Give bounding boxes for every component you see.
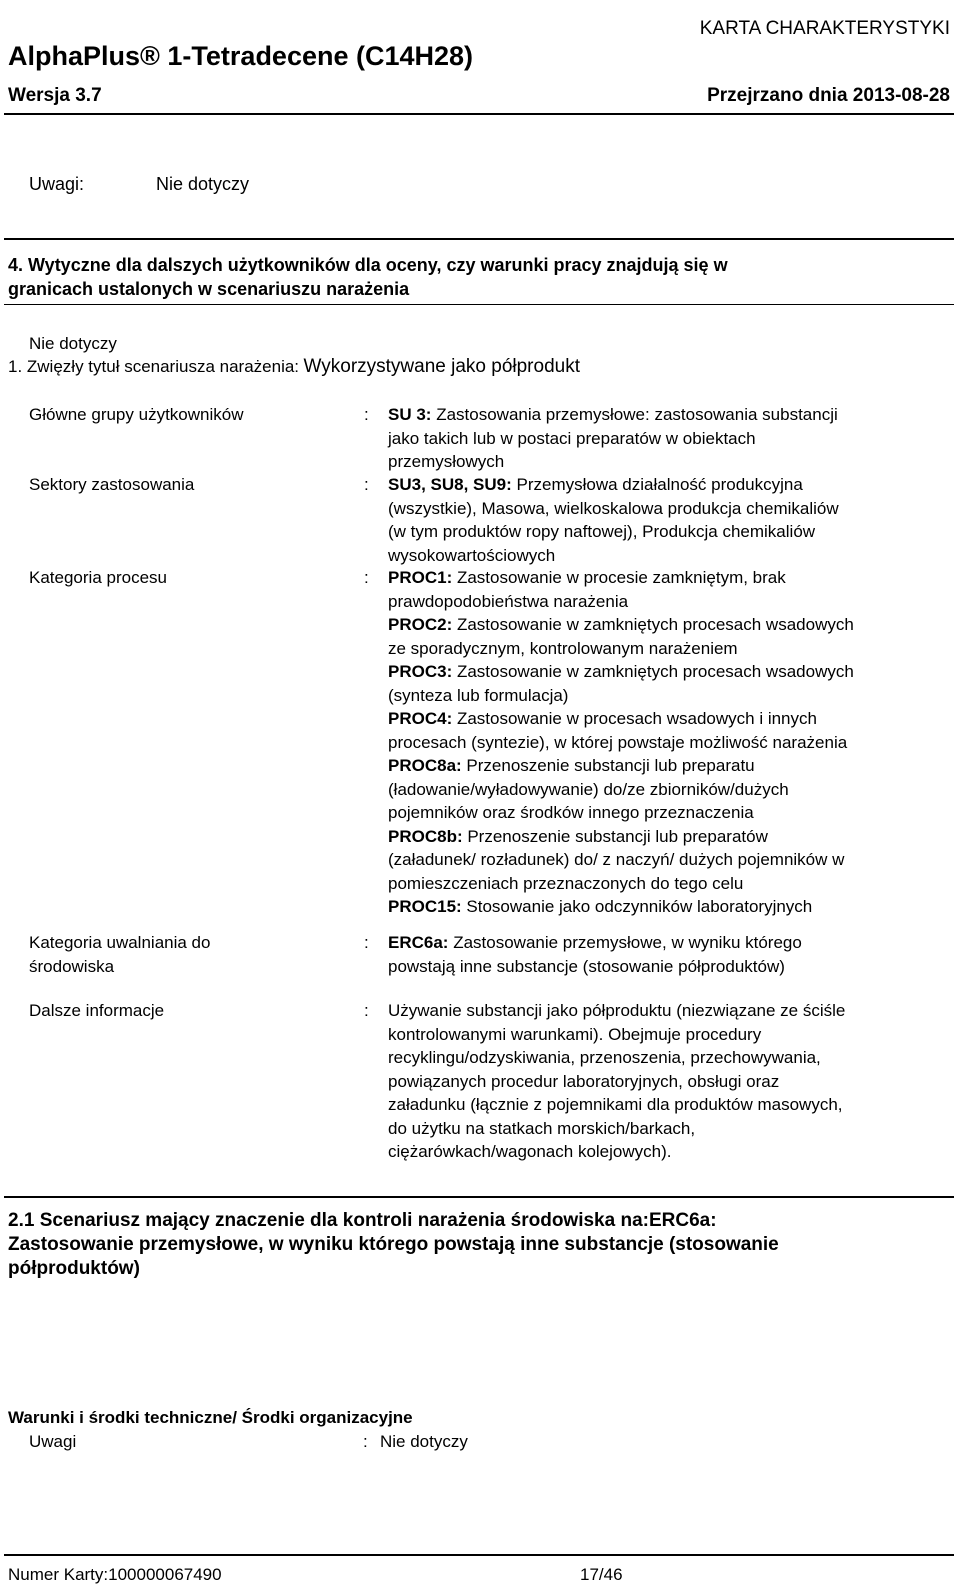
row-value-text: Zastosowanie w procesach wsadowych i innych xyxy=(452,709,817,728)
row-value xyxy=(388,473,948,567)
row-label: Kategoria uwalniania do środowiska xyxy=(29,933,211,976)
section4-divider xyxy=(4,238,954,240)
row-value-text: Przenoszenie substancji lub preparatów xyxy=(462,826,768,846)
row-value-line xyxy=(388,566,948,590)
scenario-title-prefix: 1. Zwięzły tytuł scenariusza narażenia: xyxy=(8,357,300,376)
row-value-code: PROC1: xyxy=(388,568,453,587)
section21-divider xyxy=(4,1196,954,1198)
version: Wersja 3.7 xyxy=(8,85,102,106)
row-value-line xyxy=(388,999,948,1023)
section4-value: Nie dotyczy xyxy=(29,334,117,353)
row-value-line xyxy=(388,684,948,708)
row-value-text: Zastosowanie w zamkniętych procesach wsadowych xyxy=(452,662,854,681)
row-value-code: PROC8a: xyxy=(388,756,462,775)
row-value-text: pomieszczeniach przeznaczonych do tego celu xyxy=(388,873,744,893)
row-value-code: ERC6a: xyxy=(388,933,449,952)
section4-underline xyxy=(4,304,954,305)
row-value-line xyxy=(388,403,948,427)
row-value-line xyxy=(388,778,948,802)
row-value-text: Zastosowanie przemysłowe, w wyniku którego xyxy=(448,933,802,952)
row-colon: : xyxy=(364,568,369,587)
row-value-text: pojemników oraz środków innego przeznaczenia xyxy=(388,803,754,822)
row-value-text: przemysłowych xyxy=(388,452,505,471)
row-value xyxy=(388,403,948,474)
row-value-line xyxy=(388,1023,948,1047)
row-value-line xyxy=(388,754,948,778)
row-value-code: SU 3: xyxy=(388,405,432,424)
row-value-text: procesach (syntezie), w której powstaje możliwość narażenia xyxy=(388,732,848,752)
row-value-line xyxy=(388,427,948,451)
row-value-text: załadunku (łącznie z pojemnikami dla produktów masowych, xyxy=(388,1095,843,1114)
row-value-line xyxy=(388,848,948,872)
row-value xyxy=(388,566,948,919)
row-value-text: do użytku na statkach morskich/barkach, xyxy=(388,1118,696,1138)
row-value-line xyxy=(388,801,948,825)
conditions-colon: : xyxy=(363,1432,368,1451)
row-value-code: PROC2: xyxy=(388,615,453,634)
row-value-line xyxy=(388,497,948,521)
row-value-line xyxy=(388,825,948,849)
row-value-line xyxy=(388,590,948,614)
row-value-text: ze sporadycznym, kontrolowanym narażeniem xyxy=(388,638,738,658)
conditions-label: Uwagi xyxy=(29,1432,77,1451)
row-value-line xyxy=(388,544,948,568)
row-value-line xyxy=(388,931,948,955)
conditions-value: Nie dotyczy xyxy=(380,1432,468,1451)
row-value-line xyxy=(388,1070,948,1094)
row-value-text: Używanie substancji jako półproduktu (niezwiązane ze ściśle xyxy=(388,1001,846,1020)
section21-heading-line2: Zastosowanie przemysłowe, w wyniku którego powstają inne substancje (stosowanie xyxy=(8,1234,779,1255)
section21-heading xyxy=(8,1209,779,1281)
row-value-code: SU3, SU8, SU9: xyxy=(388,475,512,494)
row-colon: : xyxy=(364,405,369,424)
scenario-title xyxy=(8,355,580,380)
row-value-line xyxy=(388,1140,948,1164)
row-value-line xyxy=(388,473,948,497)
row-value-text: Zastosowanie w zamkniętych procesach wsadowych xyxy=(452,615,854,634)
row-colon: : xyxy=(364,1001,369,1020)
row-value-text: Zastosowanie w procesie zamkniętym, brak xyxy=(452,568,786,587)
row-value-line xyxy=(388,872,948,896)
conditions-heading: Warunki i środki techniczne/ Środki organizacyjne xyxy=(8,1408,413,1427)
row-value-text: recyklingu/odzyskiwania, przenoszenia, przechowywania, xyxy=(388,1048,821,1067)
row-value-line xyxy=(388,895,948,919)
row-value xyxy=(388,931,948,978)
row-value-code: PROC4: xyxy=(388,709,453,728)
row-value-line xyxy=(388,955,948,979)
row-value-text: wysokowartościowych xyxy=(388,545,556,565)
page-number: 17/46 xyxy=(580,1565,623,1584)
header-divider xyxy=(4,113,954,115)
revision-date: Przejrzano dnia 2013-08-28 xyxy=(707,85,950,106)
section4-heading xyxy=(8,253,728,301)
row-value-line xyxy=(388,1046,948,1070)
row-value-text: prawdopodobieństwa narażenia xyxy=(388,591,629,611)
section21-heading-line1: 2.1 Scenariusz mający znaczenie dla kontroli narażenia środowiska na:ERC6a: xyxy=(8,1210,717,1231)
row-value-text: (załadunek/ rozładunek) do/ z naczyń/ dużych pojemników w xyxy=(388,850,845,869)
row-value xyxy=(388,999,948,1164)
product-title: AlphaPlus® 1-Tetradecene (C14H28) xyxy=(8,41,474,71)
remarks-label: Uwagi: xyxy=(29,174,85,194)
row-value-text: kontrolowanymi warunkami). Obejmuje procedury xyxy=(388,1024,762,1044)
row-value-text: (w tym produktów ropy naftowej), Produkcja chemikaliów xyxy=(388,522,816,541)
row-value-line xyxy=(388,520,948,544)
row-value-text: Przenoszenie substancji lub preparatu xyxy=(461,756,755,775)
row-label: Sektory zastosowania xyxy=(29,475,195,494)
row-value-text: (ładowanie/wyładowywanie) do/ze zbiorników/dużych xyxy=(388,779,789,799)
row-value-text: Zastosowania przemysłowe: zastosowania substancji xyxy=(431,405,838,424)
row-label: Dalsze informacje xyxy=(29,1001,165,1020)
row-value-code: PROC3: xyxy=(388,662,453,681)
row-value-text: (synteza lub formulacja) xyxy=(388,685,569,705)
row-value-line xyxy=(388,450,948,474)
row-value-text: Stosowanie jako odczynników laboratoryjnych xyxy=(461,897,813,916)
row-value-text: ciężarówkach/wagonach kolejowych). xyxy=(388,1142,672,1161)
row-value-line xyxy=(388,1093,948,1117)
scenario-title-text: Wykorzystywane jako półprodukt xyxy=(303,356,580,377)
row-value-text: Przemysłowa działalność produkcyjna xyxy=(511,475,803,494)
row-value-code: PROC15: xyxy=(388,897,462,916)
row-colon: : xyxy=(364,933,369,952)
section4-heading-line2: granicach ustalonych w scenariuszu narażenia xyxy=(8,279,410,299)
remarks-value: Nie dotyczy xyxy=(156,174,250,194)
row-value-text: (wszystkie), Masowa, wielkoskalowa produkcja chemikaliów xyxy=(388,498,839,518)
row-label: Główne grupy użytkowników xyxy=(29,405,244,424)
row-value-text: powiązanych procedur laboratoryjnych, obsługi oraz xyxy=(388,1071,780,1091)
row-value-line xyxy=(388,637,948,661)
row-value-line xyxy=(388,613,948,637)
row-value-line xyxy=(388,660,948,684)
row-value-text: powstają inne substancje (stosowanie półproduktów) xyxy=(388,956,785,976)
section4-heading-line1: 4. Wytyczne dla dalszych użytkowników dla oceny, czy warunki pracy znajdują się w xyxy=(8,255,728,275)
row-value-line xyxy=(388,707,948,731)
row-label: Kategoria procesu xyxy=(29,568,167,587)
row-colon: : xyxy=(364,475,369,494)
row-value-code: PROC8b: xyxy=(388,826,463,846)
section21-heading-line3: półproduktów) xyxy=(8,1258,140,1279)
document-type: KARTA CHARAKTERYSTYKI xyxy=(699,18,950,39)
row-value-text: jako takich lub w postaci preparatów w obiektach xyxy=(388,428,756,448)
row-value-line xyxy=(388,1117,948,1141)
footer-divider xyxy=(4,1554,954,1556)
row-value-line xyxy=(388,731,948,755)
card-number: Numer Karty:100000067490 xyxy=(8,1565,222,1584)
